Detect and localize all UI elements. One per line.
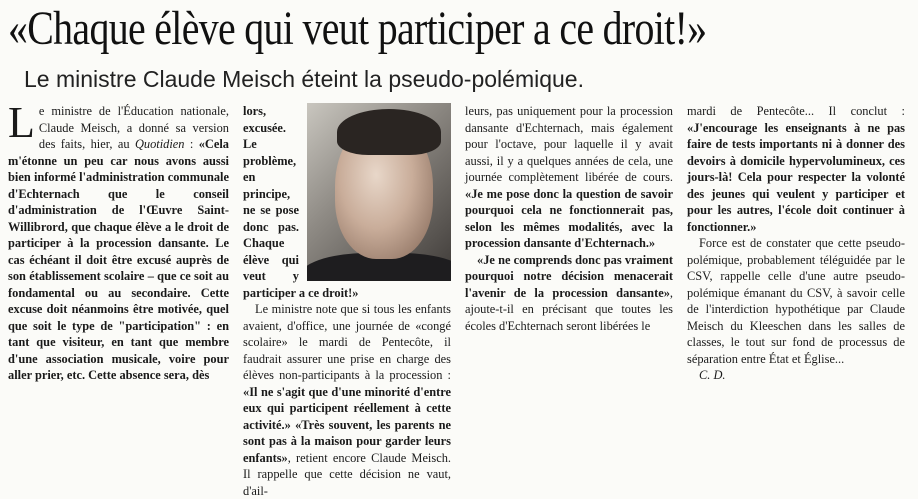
quote: «Il ne s'agit que d'une minorité d'entre eux qui participent réellement à cette activité.» bbox=[243, 384, 451, 432]
quote: «Je me pose donc la question de savoir pourquoi cela ne fonctionnerait pas, selon les mêmes modalités, avec la procession dansante d'Echternach.» bbox=[465, 186, 673, 250]
author-signature: C. D. bbox=[699, 368, 726, 382]
text-run: mardi de Pentecôte... Il conclut : bbox=[687, 104, 905, 118]
article-column-1 bbox=[8, 98, 229, 384]
paragraph: Force est de constater que cette pseudo-polémique, probablement téléguidée par le CSV, rappelle celle d'une autre pseudo-polémique émanant du CSV, à savoir celle de l'interdiction hypothétique par Claude Meisch du Kleeschen dans les salles de classes, le tout sur fond de processus de séparation entre État et Église... bbox=[687, 236, 905, 366]
quote: «J'encourage les enseignants à ne pas faire de tests importants ni à donner des devoirs à domicile hypervolumineux, ces jours-là! Cela pour respecter la volonté des jeunes qui veulent y participer et pour les autres, l'école doit continuer à fonctionner.» bbox=[687, 120, 905, 234]
paragraph bbox=[687, 103, 905, 235]
paragraph bbox=[465, 103, 673, 252]
headline: «Chaque élève qui veut participer a ce droit!» bbox=[8, 2, 707, 55]
subheadline: Le ministre Claude Meisch éteint la pseudo-polémique. bbox=[24, 66, 584, 92]
paragraph bbox=[243, 301, 451, 499]
paragraph bbox=[8, 98, 229, 384]
source-name: Quotidien bbox=[134, 137, 185, 151]
paragraph bbox=[465, 252, 673, 335]
text-run: Le ministre note que si tous les enfants avaient, d'office, une journée de «congé scolaire» le mardi de Pentecôte, il faudrait assurer une prise en charge des élèves non-participants à la procession : bbox=[243, 302, 451, 382]
article-column-2 bbox=[243, 103, 451, 499]
drop-cap: L bbox=[8, 98, 35, 147]
text-run: e ministre de l'Éducation nationale, Claude Meisch, a donné sa version des faits, hier, au bbox=[38, 104, 229, 151]
article-column-4 bbox=[687, 103, 905, 384]
photo-hair-shape bbox=[337, 109, 441, 155]
text-run: , ajoute-t-il en précisant que toutes les écoles d'Echternach seront libérées le bbox=[465, 285, 673, 333]
quote: «Je ne comprends donc pas vraiment pourquoi notre décision menacerait l'avenir de la procession dansante» bbox=[465, 252, 673, 300]
quote: «Très souvent, les parents ne sont pas à la maison pour garder leurs enfants» bbox=[243, 417, 451, 465]
article-column-3 bbox=[465, 103, 673, 334]
text-run: , retient encore Claude Meisch. Il rappelle que cette décision ne vaut, d'ail- bbox=[243, 450, 451, 498]
paragraph: lors, excusée. Le problème, en principe, ne se pose donc pas. Chaque élève qui veut y participer a ce droit!» bbox=[243, 104, 359, 300]
quote: «Cela m'étonne un peu car nous avons aussi bien informé l'administration communale d'Echternach que le conseil d'administration de l'Œuvre Saint-Willibrord, que chaque élève a le droit de participer à la procession dansante. Le cas échéant il doit être excusé auprès de son établissement scolaire – que ce soit au fondamental ou au secondaire. Cette excuse doit néanmoins être motivée, quel que soit le type de "participation" : en tant que visiteur, en tant que membre d'une association musicale, voire pour aller prier, etc. Cette absence sera, dès bbox=[8, 137, 229, 382]
portrait-photo bbox=[307, 103, 451, 281]
text-run: leurs, pas uniquement pour la procession dansante d'Echternach, mais également pour l'octave, pour laquelle il y avait aussi, il y a quelques années de cela, une journée complètement libérée de cours. bbox=[465, 104, 673, 184]
text-run: : bbox=[184, 137, 199, 151]
